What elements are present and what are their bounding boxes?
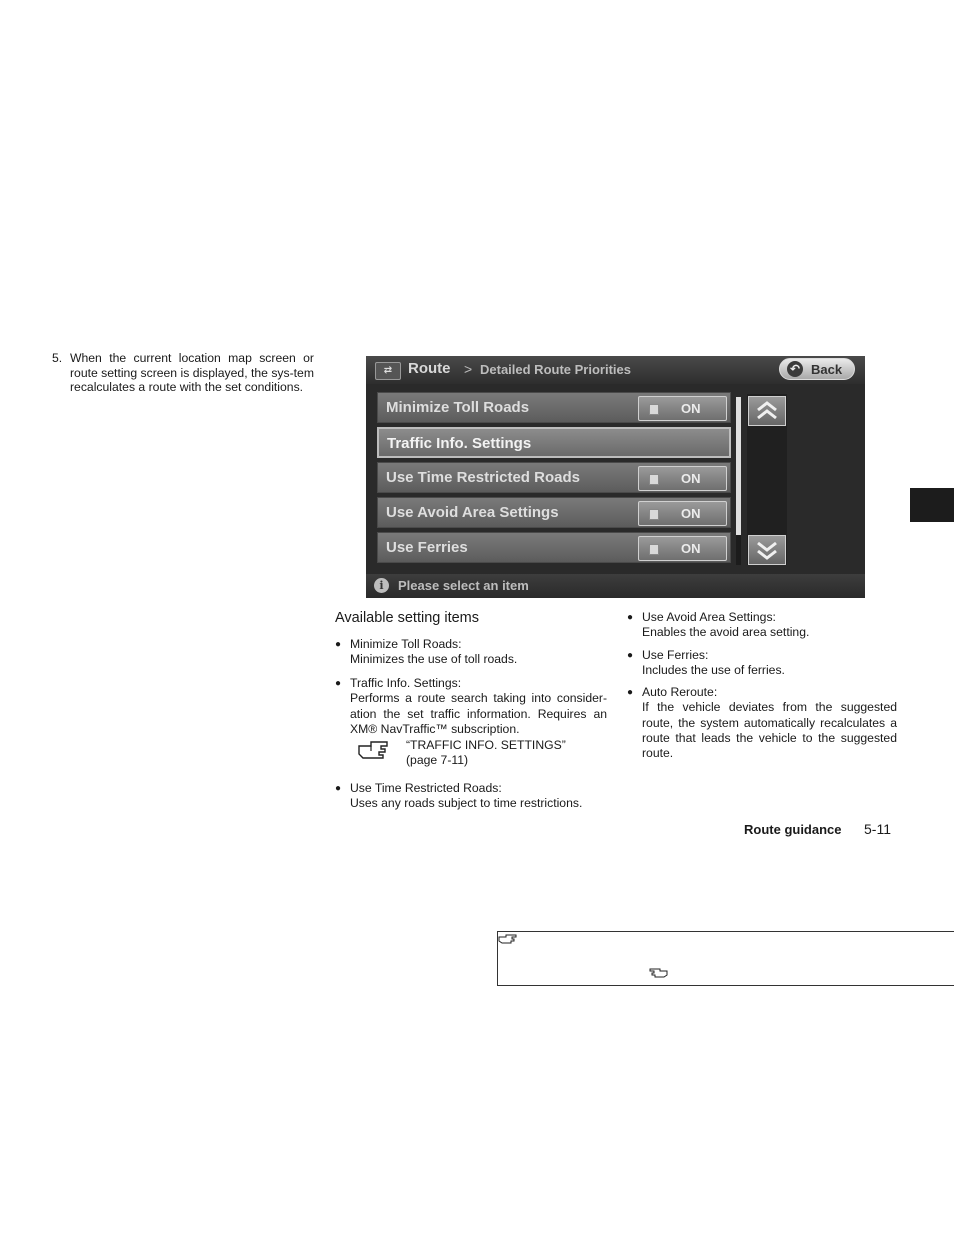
icon-legend-box [497, 931, 954, 986]
item-title: Use Avoid Area Settings: [642, 610, 776, 624]
list-item [627, 685, 897, 761]
toggle-use-ferries[interactable] [638, 536, 727, 561]
list-item [627, 610, 897, 641]
toggle-label: ON [681, 471, 701, 486]
double-chevron-down-icon [754, 539, 780, 561]
bullet-icon: ● [335, 783, 342, 794]
item-desc: Minimizes the use of toll roads. [350, 652, 518, 667]
section-heading: Available setting items [335, 610, 480, 626]
indicator-light [649, 509, 659, 520]
item-title: Traffic Info. Settings: [350, 676, 462, 690]
bullet-icon: ● [627, 650, 634, 661]
row-use-ferries[interactable] [377, 532, 731, 563]
toggle-label: ON [681, 401, 701, 416]
step-5 [52, 351, 314, 395]
status-bar [366, 574, 865, 598]
navigation-screen [366, 356, 865, 598]
bullet-icon: ● [335, 639, 342, 650]
header-route-label: Route [408, 360, 451, 377]
bullet-icon: ● [627, 612, 634, 623]
page-number: 5-11 [864, 821, 891, 837]
item-desc: Uses any roads subject to time restrictions. [350, 796, 583, 811]
row-label: Minimize Toll Roads [386, 399, 530, 416]
list-item [627, 648, 897, 679]
toggle-label: ON [681, 506, 701, 521]
row-minimize-toll-roads[interactable] [377, 392, 731, 423]
indicator-light [649, 474, 659, 485]
item-title: Minimize Toll Roads: [350, 637, 462, 651]
route-menu-icon: ⇄ [375, 362, 401, 380]
scrollbar-thumb[interactable] [736, 397, 741, 535]
item-desc: Enables the avoid area setting. [642, 625, 810, 640]
item-desc: Performs a route search taking into consider-ation the set traffic information. Requires an XM® NavTraffic™ subscription. [350, 691, 607, 736]
back-button[interactable] [779, 358, 855, 380]
screen-header [366, 356, 865, 384]
row-label: Use Ferries [386, 539, 468, 556]
item-desc: If the vehicle deviates from the suggested route, the system automatically recalculates a route that leads the vehicle to the suggested route. [642, 700, 897, 761]
item-title: Auto Reroute: [642, 685, 718, 699]
double-chevron-up-icon [754, 400, 780, 422]
scroll-up-button[interactable] [748, 396, 786, 426]
toggle-minimize-toll-roads[interactable] [638, 396, 727, 421]
item-title: Use Ferries: [642, 648, 709, 662]
back-label: Back [811, 362, 843, 377]
breadcrumb-separator: > [464, 361, 473, 377]
info-icon: i [374, 578, 389, 593]
bullet-icon: ● [335, 678, 342, 689]
return-arrow-icon: ↶ [787, 361, 803, 377]
item-title: Use Time Restricted Roads: [350, 781, 502, 795]
chapter-tab [910, 488, 954, 522]
item-desc: Includes the use of ferries. [642, 663, 785, 678]
status-text: Please select an item [398, 578, 529, 593]
footer-section-title: Route guidance [744, 822, 842, 837]
row-label: Use Time Restricted Roads [386, 469, 580, 486]
reference-page: (page 7-11) [406, 753, 469, 768]
toggle-label: ON [681, 541, 701, 556]
hand-icon [648, 967, 668, 979]
toggle-use-time-restricted-roads[interactable] [638, 466, 727, 491]
pointing-hand-icon [498, 933, 518, 945]
pointing-hand-icon [357, 738, 391, 760]
step-number: 5. [52, 351, 63, 365]
list-item [335, 781, 607, 812]
list-item [335, 637, 607, 668]
row-use-avoid-area-settings[interactable] [377, 497, 731, 528]
row-label: Traffic Info. Settings [387, 435, 532, 452]
list-item [335, 676, 607, 737]
indicator-light [649, 404, 659, 415]
bullet-icon: ● [627, 687, 634, 698]
step-text: When the current location map screen or route setting screen is displayed, the sys-tem recalculates a route with the set conditions. [70, 351, 314, 395]
toggle-use-avoid-area-settings[interactable] [638, 501, 727, 526]
page-reference[interactable] [357, 738, 617, 772]
row-use-time-restricted-roads[interactable] [377, 462, 731, 493]
header-subtitle: Detailed Route Priorities [480, 362, 631, 377]
row-label: Use Avoid Area Settings [386, 504, 559, 521]
reference-title: “TRAFFIC INFO. SETTINGS” [406, 738, 566, 752]
row-traffic-info-settings[interactable] [377, 427, 731, 458]
indicator-light [649, 544, 659, 555]
scroll-down-button[interactable] [748, 535, 786, 565]
